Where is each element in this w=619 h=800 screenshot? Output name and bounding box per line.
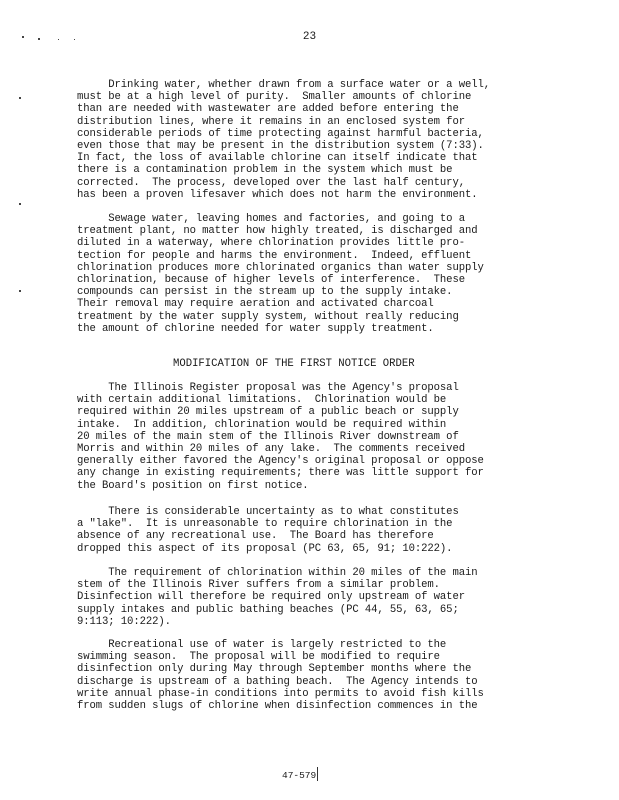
- text-line: In fact, the loss of available chlorine can itself indicate that: [77, 152, 478, 165]
- text-line: diluted in a waterway, where chlorination provides little pro-: [77, 237, 465, 250]
- text-line: there is a contamination problem in the system which must be: [77, 164, 453, 177]
- text-line: Recreational use of water is largely restricted to the: [77, 639, 447, 651]
- text-line: the Board's position on first notice.: [77, 479, 309, 492]
- text-line: compounds can persist in the stream up to the supply intake.: [77, 286, 453, 299]
- text-line: corrected. The process, developed over the last half century,: [77, 176, 465, 189]
- text-line: chlorination, because of higher levels of interference. These: [77, 274, 465, 287]
- text-line: 9:113; 10:222).: [77, 615, 171, 628]
- scan-speck: [22, 36, 24, 38]
- text-line: considerable periods of time protecting against harmful bacteria,: [77, 127, 484, 140]
- text-line: has been a proven lifesaver which does not harm the environment.: [77, 188, 478, 201]
- paragraph-recreational-use: [77, 639, 484, 712]
- text-line: required within 20 miles upstream of a public beach or supply: [77, 406, 459, 419]
- text-line: Disinfection will therefore be required only upstream of water: [77, 591, 465, 604]
- page-number: 23: [302, 31, 317, 43]
- scan-speck: [38, 38, 40, 40]
- text-line: treatment plant, no matter how highly treated, is discharged and: [77, 225, 478, 238]
- text-line: swimming season. The proposal will be modified to require: [77, 651, 440, 664]
- text-line: a "lake". It is unreasonable to require chlorination in the: [77, 518, 453, 531]
- text-line: distribution lines, where it remains in an enclosed system for: [77, 115, 465, 128]
- text-line: than are needed with wastewater are added before entering the: [77, 103, 459, 116]
- text-line: supply intakes and public bathing beaches (PC 44, 55, 63, 65;: [77, 603, 459, 616]
- footer-margin-mark: [317, 767, 318, 781]
- text-line: disinfection only during May through September months where the: [77, 663, 472, 676]
- text-line: stem of the Illinois River suffers from a similar problem.: [77, 579, 440, 592]
- scan-speck: [19, 203, 21, 205]
- text-line: absence of any recreational use. The Board has therefore: [77, 530, 434, 543]
- footer-document-number: 47-579: [282, 770, 317, 781]
- text-line: The Illinois Register proposal was the Agency's proposal: [77, 382, 459, 394]
- scan-speck: [19, 290, 21, 292]
- text-line: Morris and within 20 miles of any lake. The comments received: [77, 443, 465, 456]
- text-line: any change in existing requirements; there was little support for: [77, 467, 484, 480]
- paragraph-sewage-water: [77, 213, 484, 335]
- scan-speck: [19, 97, 21, 99]
- paragraph-drinking-water: [77, 79, 490, 201]
- paragraph-main-stem: [77, 567, 477, 628]
- text-line: The requirement of chlorination within 20 miles of the main: [77, 567, 478, 579]
- text-line: generally either favored the Agency's original proposal or oppose: [77, 455, 484, 468]
- scan-speck: [58, 39, 59, 40]
- text-line: discharge is upstream of a bathing beach. The Agency intends to: [77, 675, 478, 688]
- text-line: write annual phase-in conditions into permits to avoid fish kills: [77, 687, 484, 700]
- text-line: treatment by the water supply system, without really reducing: [77, 310, 459, 323]
- text-line: Sewage water, leaving homes and factories, and going to a: [77, 213, 465, 225]
- text-line: Their removal may require aeration and activated charcoal: [77, 298, 434, 311]
- text-line: There is considerable uncertainty as to what constitutes: [77, 506, 459, 518]
- text-line: even those that may be present in the distribution system (7:33).: [77, 140, 484, 153]
- section-heading: MODIFICATION OF THE FIRST NOTICE ORDER: [173, 358, 415, 370]
- text-line: must be at a high level of purity. Smaller amounts of chlorine: [77, 91, 472, 104]
- paragraph-lake-uncertainty: [77, 506, 459, 555]
- text-line: 20 miles of the main stem of the Illinois River downstream of: [77, 430, 459, 443]
- paragraph-illinois-register: [77, 382, 484, 492]
- text-line: tection for people and harms the environment. Indeed, effluent: [77, 249, 472, 262]
- text-line: from sudden slugs of chlorine when disinfection commences in the: [77, 700, 478, 713]
- text-line: with certain additional limitations. Chlorination would be: [77, 394, 447, 407]
- text-line: dropped this aspect of its proposal (PC 63, 65, 91; 10:222).: [77, 542, 453, 555]
- text-line: intake. In addition, chlorination would be required within: [77, 418, 447, 431]
- text-line: Drinking water, whether drawn from a surface water or a well,: [77, 79, 490, 91]
- text-line: chlorination produces more chlorinated organics than water supply: [77, 261, 484, 274]
- scan-speck: [74, 39, 75, 40]
- text-line: the amount of chlorine needed for water supply treatment.: [77, 322, 434, 335]
